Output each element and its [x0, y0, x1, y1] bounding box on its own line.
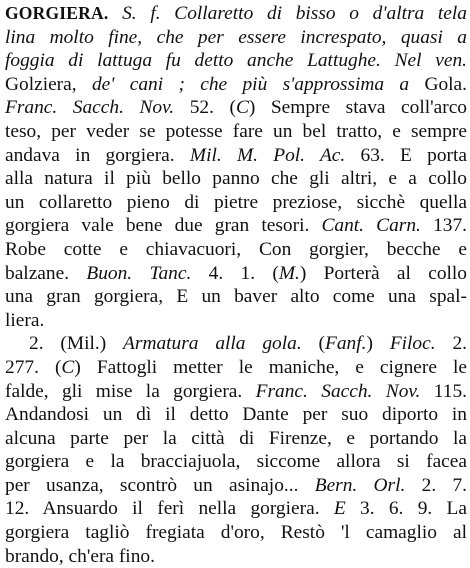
- text-line: [5, 403, 467, 427]
- text-line: [5, 450, 467, 474]
- italic-text: Bern. Orl.: [314, 474, 422, 496]
- text-line: [5, 262, 467, 286]
- italic-text: Franc. Sacch. Nov.: [5, 97, 190, 119]
- text-segment: liera.: [5, 309, 45, 331]
- text-line: [5, 545, 467, 568]
- italic-text: lina molto fine, che per essere increspato, quasi a: [5, 26, 467, 48]
- text-segment: ): [366, 333, 390, 355]
- text-segment: (: [318, 333, 325, 355]
- italic-text: de' cani ; che più s'approssima a: [91, 73, 425, 95]
- text-segment: 63. E porta: [360, 144, 468, 166]
- text-segment: andava in gorgiera.: [5, 144, 190, 166]
- text-line: [5, 474, 467, 498]
- text-line: [5, 144, 467, 168]
- text-segment: gorgiera tagliò fregiata d'oro, Restò 'l camaglio al: [5, 522, 467, 544]
- text-segment: alla natura il più bello panno che gli altri, e a collo: [5, 168, 467, 190]
- text-line: [5, 96, 467, 120]
- text-segment: 3. 6. 9. La: [360, 498, 467, 520]
- text-segment: 137.: [433, 215, 467, 237]
- text-line: [5, 521, 467, 545]
- text-segment: gorgiera e la bracciajuola, siccome allora si facea: [5, 451, 467, 473]
- text-segment: 277. (: [5, 356, 62, 378]
- italic-text: Buon. Tanc.: [86, 262, 209, 284]
- italic-text: Fanf.: [325, 333, 367, 355]
- text-line: [5, 497, 467, 521]
- text-segment: ) Fattogli metter le maniche, e cignere le: [74, 356, 467, 378]
- text-segment: 4. 1. (: [208, 262, 279, 284]
- italic-text: foggia di lattuga fu detto anche Lattughe. Nel ven.: [5, 50, 467, 72]
- text-segment: ) Sempre stava coll'arco: [248, 97, 467, 119]
- text-segment: un collaretto pieno di pietre preziose, sicchè quella: [5, 191, 467, 213]
- text-line: [5, 26, 467, 50]
- italic-text: Armatura alla gola.: [123, 333, 319, 355]
- text-line: [5, 214, 467, 238]
- text-segment: Andandosi un dì il detto Dante per suo diporto in: [5, 404, 467, 426]
- italic-text: C: [61, 356, 75, 378]
- text-line: [5, 191, 467, 215]
- text-segment: alcuna parte per la città di Firenze, e portando la: [5, 427, 467, 449]
- text-segment: Golziera,: [5, 73, 92, 95]
- text-segment: una gran gorgiera, E un baver alto come una spal-: [5, 286, 467, 308]
- text-segment: 12. Ansuardo il ferì nella gorgiera.: [5, 498, 334, 520]
- italic-text: C: [235, 97, 249, 119]
- text-segment: [108, 3, 122, 24]
- text-segment: 2. 7.: [421, 474, 468, 496]
- text-line: [5, 49, 467, 73]
- text-line: [5, 427, 467, 451]
- text-line: [5, 332, 467, 356]
- text-segment: teso, per veder se potesse fare un bel tratto, e sempre: [5, 120, 467, 142]
- text-segment: Robe cotte e chiavacuori, Con gorgier, becche e: [5, 238, 467, 260]
- text-segment: 2.: [452, 333, 467, 355]
- headword: GORGIERA.: [5, 3, 109, 23]
- italic-text: Cant. Carn.: [321, 215, 434, 237]
- text-line: [5, 380, 467, 404]
- text-segment: 115.: [433, 380, 467, 402]
- text-segment: 52. (: [189, 97, 236, 119]
- italic-text: S. f. Collaretto di bisso o d'altra tela: [122, 3, 467, 24]
- text-segment: gorgiera vale bene due gran tesori.: [5, 215, 322, 237]
- text-line: [5, 285, 467, 309]
- text-segment: Gola.: [424, 73, 467, 95]
- text-segment: brando, ch'era fino.: [5, 545, 155, 567]
- italic-text: E: [333, 498, 360, 520]
- text-segment: 2. (Mil.): [29, 333, 124, 355]
- text-line: [5, 356, 467, 380]
- text-line: [5, 238, 467, 262]
- text-line: [5, 309, 467, 333]
- italic-text: Filoc.: [389, 333, 453, 355]
- text-line: [5, 73, 467, 97]
- italic-text: Mil. M. Pol. Ac.: [189, 144, 361, 166]
- text-line: [5, 167, 467, 191]
- text-segment: per usanza, scontrò un asinajo...: [5, 474, 315, 496]
- dictionary-entry: [5, 2, 467, 568]
- text-segment: falde, gli mise la gorgiera.: [5, 380, 256, 402]
- text-segment: balzane.: [5, 262, 87, 284]
- text-line: [5, 120, 467, 144]
- text-line: [5, 2, 467, 26]
- italic-text: Franc. Sacch. Nov.: [255, 380, 434, 402]
- italic-text: M.: [278, 262, 300, 284]
- text-segment: ) Porterà al collo: [299, 262, 468, 284]
